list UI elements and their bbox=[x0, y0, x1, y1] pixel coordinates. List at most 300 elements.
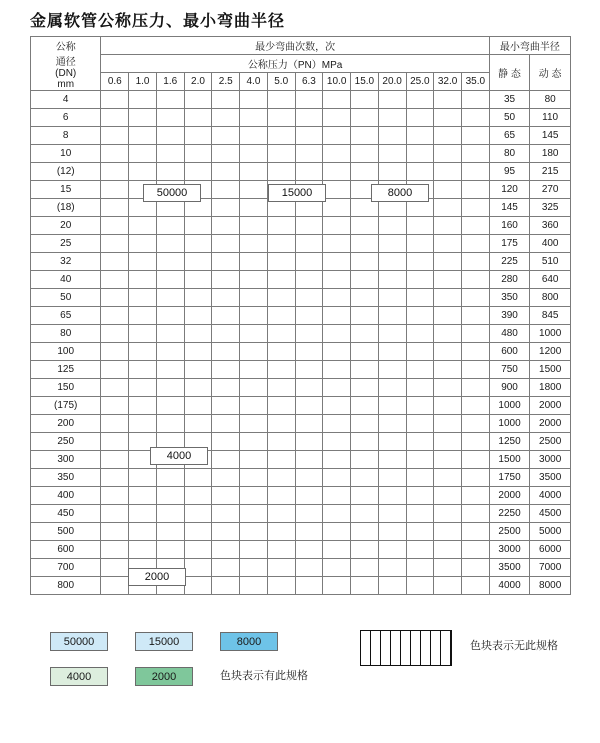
dn-header-cell bbox=[31, 37, 101, 91]
spec-cell bbox=[406, 541, 434, 559]
dn-cell: 80 bbox=[31, 325, 101, 343]
spec-cell bbox=[184, 379, 212, 397]
dynamic-radius-cell: 6000 bbox=[530, 541, 571, 559]
spec-cell bbox=[461, 559, 489, 577]
spec-cell bbox=[461, 253, 489, 271]
spec-cell bbox=[129, 307, 157, 325]
spec-cell bbox=[461, 109, 489, 127]
static-radius-cell: 2500 bbox=[489, 523, 530, 541]
static-radius-cell: 2000 bbox=[489, 487, 530, 505]
spec-cell bbox=[351, 109, 379, 127]
spec-cell bbox=[101, 91, 129, 109]
spec-cell bbox=[378, 523, 406, 541]
dn-cell: 400 bbox=[31, 487, 101, 505]
spec-cell bbox=[184, 145, 212, 163]
static-radius-cell: 280 bbox=[489, 271, 530, 289]
spec-cell bbox=[156, 235, 184, 253]
bend-count-header: 最少弯曲次数，次 bbox=[101, 37, 489, 55]
spec-cell bbox=[378, 379, 406, 397]
pn-value-header-9: 15.0 bbox=[351, 73, 379, 91]
spec-cell bbox=[212, 469, 240, 487]
spec-cell bbox=[323, 181, 351, 199]
spec-cell bbox=[240, 559, 268, 577]
table-row bbox=[31, 343, 571, 361]
spec-cell bbox=[378, 307, 406, 325]
spec-cell bbox=[212, 235, 240, 253]
spec-cell bbox=[156, 325, 184, 343]
spec-cell bbox=[129, 469, 157, 487]
spec-cell bbox=[434, 577, 462, 595]
static-radius-cell: 600 bbox=[489, 343, 530, 361]
dn-header-line-4: mm bbox=[57, 78, 75, 90]
spec-cell bbox=[461, 361, 489, 379]
spec-cell bbox=[101, 325, 129, 343]
spec-cell bbox=[101, 361, 129, 379]
pn-value-header-2: 1.6 bbox=[156, 73, 184, 91]
spec-cell bbox=[406, 451, 434, 469]
spec-cell bbox=[323, 433, 351, 451]
spec-cell bbox=[406, 577, 434, 595]
spec-cell bbox=[295, 415, 323, 433]
spec-cell bbox=[323, 127, 351, 145]
table-row bbox=[31, 127, 571, 145]
spec-cell bbox=[156, 361, 184, 379]
spec-cell bbox=[434, 145, 462, 163]
pn-value-header-1: 1.0 bbox=[129, 73, 157, 91]
spec-cell bbox=[323, 487, 351, 505]
spec-cell bbox=[184, 127, 212, 145]
dn-cell: (175) bbox=[31, 397, 101, 415]
spec-cell bbox=[295, 289, 323, 307]
spec-cell bbox=[295, 451, 323, 469]
spec-cell bbox=[101, 577, 129, 595]
dn-cell: 125 bbox=[31, 361, 101, 379]
static-radius-cell: 160 bbox=[489, 217, 530, 235]
dn-cell: 350 bbox=[31, 469, 101, 487]
dynamic-radius-cell: 4500 bbox=[530, 505, 571, 523]
spec-cell bbox=[212, 127, 240, 145]
spec-cell bbox=[212, 289, 240, 307]
dynamic-radius-cell: 3500 bbox=[530, 469, 571, 487]
spec-cell bbox=[351, 451, 379, 469]
spec-cell bbox=[184, 217, 212, 235]
spec-cell bbox=[156, 271, 184, 289]
static-radius-cell: 120 bbox=[489, 181, 530, 199]
spec-cell bbox=[295, 91, 323, 109]
spec-cell bbox=[212, 523, 240, 541]
spec-cell bbox=[267, 397, 295, 415]
spec-cell bbox=[406, 307, 434, 325]
spec-cell bbox=[406, 145, 434, 163]
spec-cell bbox=[156, 289, 184, 307]
spec-cell bbox=[351, 397, 379, 415]
spec-cell bbox=[156, 163, 184, 181]
dn-cell: (18) bbox=[31, 199, 101, 217]
pn-value-header-12: 32.0 bbox=[434, 73, 462, 91]
spec-cell bbox=[240, 397, 268, 415]
spec-cell bbox=[129, 379, 157, 397]
dynamic-radius-cell: 7000 bbox=[530, 559, 571, 577]
spec-cell bbox=[351, 487, 379, 505]
spec-cell bbox=[378, 433, 406, 451]
spec-cell bbox=[101, 343, 129, 361]
spec-cell bbox=[323, 451, 351, 469]
spec-cell bbox=[101, 559, 129, 577]
static-radius-cell: 4000 bbox=[489, 577, 530, 595]
spec-cell bbox=[101, 253, 129, 271]
dynamic-radius-cell: 1000 bbox=[530, 325, 571, 343]
spec-cell bbox=[240, 181, 268, 199]
spec-cell bbox=[378, 577, 406, 595]
spec-cell bbox=[129, 253, 157, 271]
spec-cell bbox=[240, 145, 268, 163]
spec-cell bbox=[434, 451, 462, 469]
dynamic-radius-cell: 145 bbox=[530, 127, 571, 145]
dn-cell: 150 bbox=[31, 379, 101, 397]
spec-cell bbox=[461, 199, 489, 217]
spec-cell bbox=[129, 289, 157, 307]
spec-cell bbox=[295, 271, 323, 289]
spec-cell bbox=[240, 109, 268, 127]
spec-cell bbox=[267, 91, 295, 109]
spec-cell bbox=[240, 91, 268, 109]
dn-cell: 32 bbox=[31, 253, 101, 271]
spec-cell bbox=[406, 109, 434, 127]
legend-box-50000: 50000 bbox=[50, 632, 108, 651]
spec-cell bbox=[461, 523, 489, 541]
spec-cell bbox=[406, 523, 434, 541]
static-radius-cell: 1250 bbox=[489, 433, 530, 451]
spec-cell bbox=[184, 325, 212, 343]
spec-cell bbox=[351, 469, 379, 487]
spec-cell bbox=[212, 325, 240, 343]
dn-cell: 200 bbox=[31, 415, 101, 433]
spec-cell bbox=[378, 559, 406, 577]
spec-cell bbox=[378, 217, 406, 235]
spec-cell bbox=[156, 415, 184, 433]
dn-cell: 15 bbox=[31, 181, 101, 199]
spec-cell bbox=[461, 217, 489, 235]
dynamic-radius-cell: 640 bbox=[530, 271, 571, 289]
spec-cell bbox=[267, 379, 295, 397]
spec-cell bbox=[406, 505, 434, 523]
spec-cell bbox=[351, 325, 379, 343]
spec-cell bbox=[156, 523, 184, 541]
spec-cell bbox=[101, 235, 129, 253]
pn-header: 公称压力（PN）MPa bbox=[101, 55, 489, 73]
spec-cell bbox=[378, 361, 406, 379]
header-row-1 bbox=[31, 37, 571, 55]
spec-cell bbox=[406, 91, 434, 109]
spec-cell bbox=[212, 199, 240, 217]
dn-cell: 40 bbox=[31, 271, 101, 289]
pn-value-header-13: 35.0 bbox=[461, 73, 489, 91]
static-radius-cell: 95 bbox=[489, 163, 530, 181]
spec-cell bbox=[101, 271, 129, 289]
pn-value-header-5: 4.0 bbox=[240, 73, 268, 91]
legend bbox=[30, 632, 571, 686]
spec-cell bbox=[406, 235, 434, 253]
spec-cell bbox=[434, 91, 462, 109]
table-row bbox=[31, 469, 571, 487]
dynamic-radius-cell: 1500 bbox=[530, 361, 571, 379]
spec-cell bbox=[351, 523, 379, 541]
spec-cell bbox=[240, 577, 268, 595]
spec-cell bbox=[461, 181, 489, 199]
spec-cell bbox=[240, 433, 268, 451]
dn-cell: 65 bbox=[31, 307, 101, 325]
spec-cell bbox=[295, 559, 323, 577]
spec-cell bbox=[129, 109, 157, 127]
spec-cell bbox=[323, 91, 351, 109]
legend-row-1 bbox=[30, 632, 571, 659]
dynamic-radius-cell: 2500 bbox=[530, 433, 571, 451]
spec-cell bbox=[378, 91, 406, 109]
spec-cell bbox=[212, 505, 240, 523]
spec-cell bbox=[406, 559, 434, 577]
dn-cell: 100 bbox=[31, 343, 101, 361]
dynamic-radius-cell: 5000 bbox=[530, 523, 571, 541]
spec-table-container bbox=[30, 36, 571, 595]
pn-value-header-3: 2.0 bbox=[184, 73, 212, 91]
dynamic-radius-cell: 4000 bbox=[530, 487, 571, 505]
pn-value-header-8: 10.0 bbox=[323, 73, 351, 91]
spec-cell bbox=[212, 541, 240, 559]
dn-cell: 700 bbox=[31, 559, 101, 577]
spec-cell bbox=[101, 199, 129, 217]
spec-cell bbox=[351, 289, 379, 307]
spec-cell bbox=[434, 541, 462, 559]
spec-cell bbox=[156, 469, 184, 487]
spec-cell bbox=[156, 397, 184, 415]
spec-cell bbox=[240, 307, 268, 325]
spec-cell bbox=[295, 253, 323, 271]
spec-cell bbox=[184, 307, 212, 325]
spec-cell bbox=[323, 469, 351, 487]
spec-cell bbox=[295, 469, 323, 487]
spec-cell bbox=[406, 379, 434, 397]
spec-cell bbox=[156, 487, 184, 505]
spec-cell bbox=[351, 253, 379, 271]
spec-cell bbox=[156, 217, 184, 235]
dynamic-radius-cell: 80 bbox=[530, 91, 571, 109]
spec-cell bbox=[156, 127, 184, 145]
spec-cell bbox=[434, 325, 462, 343]
dynamic-radius-cell: 3000 bbox=[530, 451, 571, 469]
spec-cell bbox=[184, 415, 212, 433]
spec-cell bbox=[323, 109, 351, 127]
spec-cell bbox=[461, 451, 489, 469]
spec-cell bbox=[101, 217, 129, 235]
spec-cell bbox=[267, 523, 295, 541]
spec-cell bbox=[406, 127, 434, 145]
spec-cell bbox=[101, 397, 129, 415]
spec-cell bbox=[406, 415, 434, 433]
spec-cell bbox=[323, 379, 351, 397]
dn-cell: 500 bbox=[31, 523, 101, 541]
spec-cell bbox=[434, 235, 462, 253]
spec-cell bbox=[240, 325, 268, 343]
table-row bbox=[31, 217, 571, 235]
spec-cell bbox=[461, 307, 489, 325]
spec-cell bbox=[434, 415, 462, 433]
spec-cell bbox=[461, 289, 489, 307]
static-radius-cell: 3000 bbox=[489, 541, 530, 559]
spec-cell bbox=[434, 271, 462, 289]
static-radius-cell: 175 bbox=[489, 235, 530, 253]
spec-cell bbox=[156, 307, 184, 325]
table-row bbox=[31, 91, 571, 109]
spec-cell bbox=[461, 127, 489, 145]
spec-cell bbox=[351, 271, 379, 289]
spec-cell bbox=[406, 343, 434, 361]
overlay-label: 4000 bbox=[150, 447, 208, 465]
spec-cell bbox=[434, 487, 462, 505]
spec-cell bbox=[378, 325, 406, 343]
spec-cell bbox=[461, 487, 489, 505]
spec-cell bbox=[323, 307, 351, 325]
spec-cell bbox=[267, 469, 295, 487]
table-row bbox=[31, 505, 571, 523]
spec-cell bbox=[323, 559, 351, 577]
overlay-label: 15000 bbox=[268, 184, 326, 202]
dynamic-radius-cell: 510 bbox=[530, 253, 571, 271]
dynamic-radius-cell: 845 bbox=[530, 307, 571, 325]
spec-cell bbox=[461, 271, 489, 289]
dn-cell: 10 bbox=[31, 145, 101, 163]
spec-cell bbox=[323, 199, 351, 217]
legend-box-2000: 2000 bbox=[135, 667, 193, 686]
spec-cell bbox=[184, 487, 212, 505]
spec-cell bbox=[267, 361, 295, 379]
pn-value-header-10: 20.0 bbox=[378, 73, 406, 91]
spec-cell bbox=[323, 577, 351, 595]
page-title: 金属软管公称压力、最小弯曲半径 bbox=[30, 13, 286, 30]
table-body bbox=[31, 91, 571, 595]
spec-cell bbox=[184, 91, 212, 109]
spec-cell bbox=[129, 127, 157, 145]
spec-cell bbox=[434, 289, 462, 307]
spec-cell bbox=[129, 163, 157, 181]
bend-radius-header: 最小弯曲半径 bbox=[489, 37, 570, 55]
spec-cell bbox=[295, 343, 323, 361]
spec-cell bbox=[323, 163, 351, 181]
spec-cell bbox=[351, 127, 379, 145]
dn-cell: (12) bbox=[31, 163, 101, 181]
legend-box-4000: 4000 bbox=[50, 667, 108, 686]
spec-cell bbox=[434, 433, 462, 451]
pn-value-header-11: 25.0 bbox=[406, 73, 434, 91]
dynamic-radius-cell: 2000 bbox=[530, 415, 571, 433]
spec-cell bbox=[434, 361, 462, 379]
spec-cell bbox=[461, 505, 489, 523]
spec-cell bbox=[295, 433, 323, 451]
spec-cell bbox=[323, 415, 351, 433]
legend-note-has-spec: 色块表示有此规格 bbox=[220, 670, 308, 682]
static-radius-cell: 1000 bbox=[489, 415, 530, 433]
spec-cell bbox=[101, 181, 129, 199]
spec-cell bbox=[212, 415, 240, 433]
spec-cell bbox=[434, 379, 462, 397]
spec-cell bbox=[156, 91, 184, 109]
static-radius-cell: 350 bbox=[489, 289, 530, 307]
spec-cell bbox=[295, 397, 323, 415]
spec-cell bbox=[323, 397, 351, 415]
spec-cell bbox=[212, 91, 240, 109]
spec-cell bbox=[240, 451, 268, 469]
spec-cell bbox=[129, 541, 157, 559]
spec-cell bbox=[184, 469, 212, 487]
table-row bbox=[31, 487, 571, 505]
spec-cell bbox=[267, 415, 295, 433]
table-row bbox=[31, 577, 571, 595]
spec-cell bbox=[240, 217, 268, 235]
spec-cell bbox=[240, 379, 268, 397]
spec-cell bbox=[434, 163, 462, 181]
spec-cell bbox=[129, 271, 157, 289]
spec-cell bbox=[378, 127, 406, 145]
spec-cell bbox=[323, 235, 351, 253]
spec-cell bbox=[378, 163, 406, 181]
spec-cell bbox=[378, 415, 406, 433]
spec-cell bbox=[461, 145, 489, 163]
spec-cell bbox=[240, 487, 268, 505]
dynamic-radius-cell: 110 bbox=[530, 109, 571, 127]
pn-value-header-6: 5.0 bbox=[267, 73, 295, 91]
spec-cell bbox=[323, 325, 351, 343]
spec-cell bbox=[434, 109, 462, 127]
spec-cell bbox=[212, 109, 240, 127]
spec-cell bbox=[295, 379, 323, 397]
spec-cell bbox=[461, 343, 489, 361]
spec-cell bbox=[295, 361, 323, 379]
spec-cell bbox=[461, 397, 489, 415]
spec-cell bbox=[267, 217, 295, 235]
spec-cell bbox=[184, 397, 212, 415]
spec-cell bbox=[129, 235, 157, 253]
spec-cell bbox=[212, 217, 240, 235]
spec-table bbox=[30, 36, 571, 595]
spec-cell bbox=[406, 397, 434, 415]
pn-value-header-7: 6.3 bbox=[295, 73, 323, 91]
spec-cell bbox=[378, 145, 406, 163]
spec-cell bbox=[240, 541, 268, 559]
table-row bbox=[31, 559, 571, 577]
dynamic-radius-cell: 215 bbox=[530, 163, 571, 181]
table-row bbox=[31, 307, 571, 325]
overlay-label: 2000 bbox=[128, 568, 186, 586]
spec-cell bbox=[240, 343, 268, 361]
spec-cell bbox=[267, 487, 295, 505]
spec-cell bbox=[129, 145, 157, 163]
spec-cell bbox=[184, 361, 212, 379]
spec-cell bbox=[212, 361, 240, 379]
static-radius-cell: 1000 bbox=[489, 397, 530, 415]
spec-cell bbox=[461, 541, 489, 559]
spec-cell bbox=[406, 361, 434, 379]
table-row bbox=[31, 253, 571, 271]
spec-cell bbox=[240, 523, 268, 541]
spec-cell bbox=[184, 505, 212, 523]
spec-cell bbox=[378, 235, 406, 253]
overlay-label: 50000 bbox=[143, 184, 201, 202]
spec-cell bbox=[267, 343, 295, 361]
spec-cell bbox=[156, 109, 184, 127]
spec-cell bbox=[406, 253, 434, 271]
spec-cell bbox=[434, 523, 462, 541]
spec-cell bbox=[101, 451, 129, 469]
table-row bbox=[31, 379, 571, 397]
